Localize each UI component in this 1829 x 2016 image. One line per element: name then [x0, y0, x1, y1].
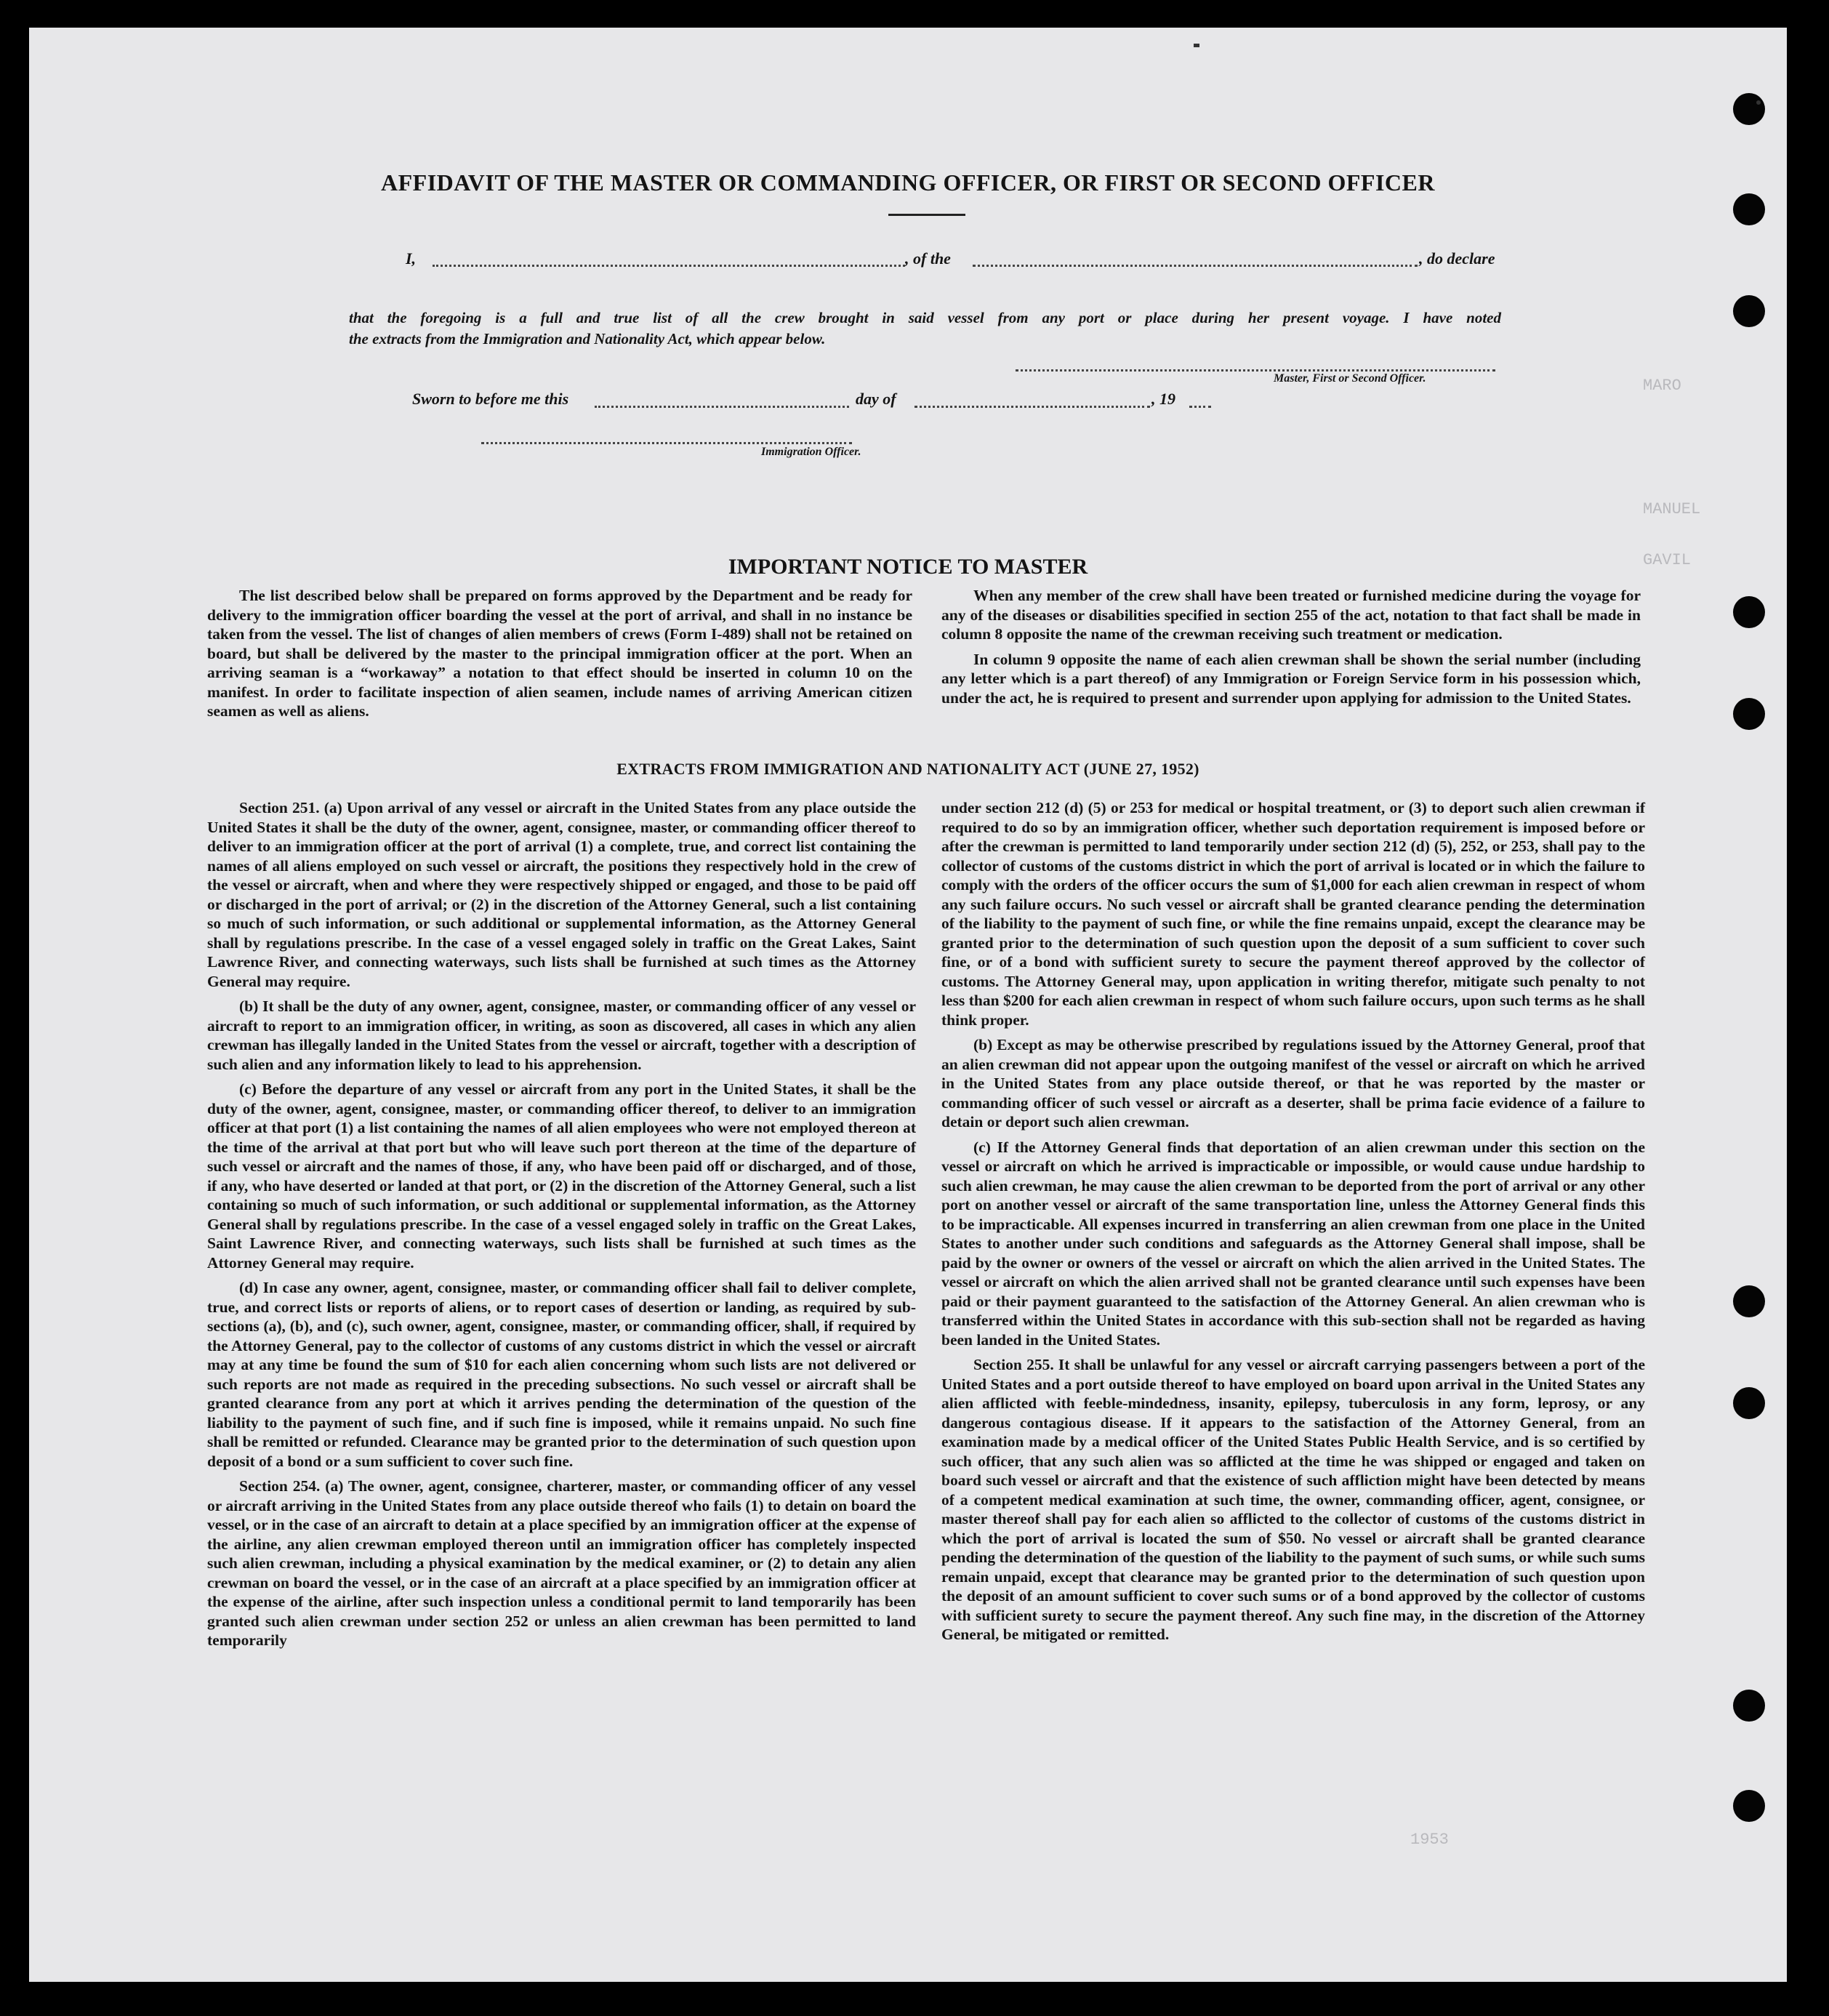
binder-hole: [1733, 1285, 1765, 1317]
binder-hole: [1733, 698, 1765, 730]
sworn-month-field[interactable]: [914, 406, 1150, 408]
of-the-label: , of the: [905, 249, 951, 268]
notice-right-paragraph-1: When any member of the crew shall have been treated or furnished medicine during the voyage for any of the diseases or disabilities specified in section 255 of the act, notation to that fact shall be made in column 8 opposite the name of the crewman receiving such treatment or medication.: [941, 587, 1641, 643]
notice-left-column: [207, 586, 912, 727]
binder-hole: [1733, 93, 1765, 125]
section-254-a: Section 254. (a) The owner, agent, consignee, charterer, master, or commanding officer of any vessel or aircraft arriving in the United States from any place outside thereof who fails (1) to detain on board the vessel, or in the case of an aircraft to detain at a place specified by an immigration officer at the expense of the airline, any alien crewman employed thereon until an immigration officer has completely inspected such alien crewman, including a physical examination by the medical examiner, or (2) to detain any alien crewman on board the vessel, or in the case of an aircraft at a place specified by an immigration officer at the expense of the airline, after such inspection unless a conditional permit to land temporarily has been granted such alien crewman under section 252 or unless an alien crewman has been permitted to land temporarily: [207, 1477, 916, 1649]
sworn-label: Sworn to before me this: [412, 390, 569, 408]
section-254-a-continued: under section 212 (d) (5) or 253 for medical or hospital treatment, or (3) to deport such alien crewman if required to do so by an immigration officer, whether such deportation requirement is imposed before or after the crewman is permitted to land temporarily under section 212 (d) (5), 252, or 253, shall pay to the collector of customs of the customs district in which the port of arrival is located or in which the failure to comply with the orders of the officer occurs the sum of $1,000 for each alien crewman in respect of whom any such failure occurs. No such vessel or aircraft shall be granted clearance pending the determination of the liability to the payment of such fine, or while the fine remains unpaid, except the clearance may be granted prior to the determination of such question upon the deposit of a sum sufficient to cover such fine, or of a bond with sufficient surety to secure the payment thereof approved by the collector of customs. The Attorney General may, upon application in writing therefor, mitigate such penalty to not less than $200 for each alien crewman in respect of whom such failure occurs, upon such terms as he shall think proper.: [941, 799, 1645, 1029]
master-signature-label: Master, First or Second Officer.: [1274, 372, 1426, 385]
notice-title: IMPORTANT NOTICE TO MASTER: [728, 555, 1088, 579]
do-declare-label: , do declare: [1419, 249, 1495, 268]
binder-hole: [1733, 1387, 1765, 1419]
name-field[interactable]: [433, 265, 905, 267]
section-255: Section 255. It shall be unlawful for any vessel or aircraft carrying passengers between a port of the United States and a port outside thereof to have employed on board upon arrival in the United States any alien afflicted with feeble-mindedness, insanity, epilepsy, tuberculosis in any form, leprosy, or any dangerous contagious disease. If it appears to the satisfaction of the Attorney General, from an examination made by a medical officer of the United States Public Health Service, and is so certified by such officer, that any such alien was so afflicted at the time he was shipped or engaged and taken on board such vessel or aircraft and that the existence of such affliction might have been detected by means of a competent medical examination at such time, the owner, commanding officer, agent, consignee, or master thereof shall pay for each alien so afflicted to the collector of customs of the customs district in which the port of arrival is located the sum of $50. No vessel or aircraft shall be granted clearance pending the determination of the question of the liability to the payment of such sums, or while such sums remain unpaid, except that clearance may be granted prior to the determination of such question upon the deposit of an amount sufficient to cover such sums or of a bond approved by the collector of customs with sufficient surety to secure the payment thereof. Any such fine may, in the discretion of the Attorney General, be mitigated or remitted.: [941, 1356, 1645, 1643]
binder-hole: [1733, 1690, 1765, 1722]
extracts-title: EXTRACTS FROM IMMIGRATION AND NATIONALITY ACT (JUNE 27, 1952): [616, 760, 1199, 778]
officer-signature-line[interactable]: [481, 442, 852, 444]
bleed-through-text: MANUEL: [1643, 500, 1701, 518]
year-label: , 19: [1151, 390, 1175, 408]
declaration-line-2: the extracts from the Immigration and Nationality Act, which appear below.: [349, 330, 826, 348]
section-251-c: (c) Before the departure of any vessel or aircraft from any port in the United States, it shall be the duty of the owner, agent, consignee, master, or commanding officer thereof, to deliver to an immigration officer at that port (1) a list containing the names of all alien employees who were not employed thereon at the time of the arrival at that port but who will leave such port thereon at the time of the departure of such vessel or aircraft and the names of those, if any, who have been paid off or discharged, and of those, if any, who have deserted or landed at that port, or (2) in the discretion of the Attorney General, such a list containing so much of such information, or such additional or supplemental information, as the Attorney General shall by regulations prescribe. In the case of a vessel engaged solely in traffic on the Great Lakes, Saint Lawrence River, and connecting waterways, such lists shall be furnished at such times as the Attorney General may require.: [207, 1080, 916, 1272]
binder-hole: [1733, 1790, 1765, 1822]
section-251-d: (d) In case any owner, agent, consignee, master, or commanding officer shall fail to deliver complete, true, and correct lists or reports of aliens, or to report cases of desertion or landing, as required by sub-sections (a), (b), and (c), such owner, agent, consignee, master, or commanding officer, shall, if required by the Attorney General, pay to the collector of customs of any customs district in which the vessel or aircraft may at any time be found the sum of $10 for each alien concerning whom such lists are not delivered or such reports are not made as required in the preceding subsections. No such vessel or aircraft shall be granted clearance from any port at which it arrives pending the determination of the question of the liability to the payment of such fine, and if such fine is imposed, while it remains unpaid. No such fine shall be remitted or refunded. Clearance may be granted prior to the determination of such question upon deposit of a bond or a sum sufficient to cover such fine.: [207, 1279, 916, 1470]
sworn-day-field[interactable]: [595, 406, 849, 408]
notice-right-paragraph-2: In column 9 opposite the name of each alien crewman shall be shown the serial number (including any letter which is a part thereof) of any Immigration or Foreign Service form in his possession which, under the act, he is required to present and surrender upon applying for admission to the United States.: [941, 650, 1641, 707]
vessel-field[interactable]: [973, 265, 1418, 267]
notice-right-column: [941, 586, 1641, 713]
binder-hole: [1733, 596, 1765, 628]
section-254-b: (b) Except as may be otherwise prescribed by regulations issued by the Attorney General, proof that an alien crewman did not appear upon the outgoing manifest of the vessel or aircraft on which he arrived in the United States from any place outside thereof, or that he was reported by the master or commanding officer of such vessel or aircraft as a deserter, shall be prima facie evidence of a failure to detain or deport such alien crewman.: [941, 1036, 1645, 1131]
document-page: [29, 28, 1787, 1982]
bleed-through-text: 1953: [1410, 1831, 1449, 1849]
bleed-through-text: GAVIL: [1643, 551, 1692, 569]
bleed-through-text: MARO: [1643, 377, 1681, 395]
section-251-a: Section 251. (a) Upon arrival of any vessel or aircraft in the United States from any place outside the United States it shall be the duty of the owner, agent, consignee, master, or commanding officer thereof to deliver to an immigration officer at the port of arrival (1) a complete, true, and correct list containing the names of all aliens employed on such vessel or aircraft, the positions they respectively hold in the crew of the vessel or aircraft, when and where they were respectively shipped or engaged, and those to be paid off or discharged in the port of arrival; or (2) in the discretion of the Attorney General, such a list containing so much of such information, or such additional or supplemental information, as the Attorney General shall by regulations prescribe. In the case of a vessel engaged solely in traffic on the Great Lakes, Saint Lawrence River, and connecting waterways, such lists shall be furnished at such times as the Attorney General may require.: [207, 799, 916, 990]
day-of-label: day of: [856, 390, 896, 408]
edge-mark: [1194, 44, 1199, 47]
edge-mark: [1756, 100, 1761, 105]
notice-left-paragraph: The list described below shall be prepared on forms approved by the Department and be ready for delivery to the immigration officer boarding the vessel at the port of arrival, and shall in no instance be taken from the vessel. The list of changes of alien members of crews (Form I-489) shall not be retained on board, but shall be delivered by the master to the principal immigration officer at the port. When an arriving seaman is a “workaway” a notation to that effect should be inserted in column 10 on the manifest. In order to facilitate inspection of alien seamen, include names of arriving American citizen seamen as well as aliens.: [207, 587, 912, 720]
sworn-year-field[interactable]: [1189, 406, 1211, 408]
officer-signature-label: Immigration Officer.: [761, 446, 861, 458]
title-divider: [888, 214, 965, 216]
declaration-line-1: that the foregoing is a full and true list of all the crew brought in said vessel from any port or place during her present voyage. I have noted: [349, 309, 1501, 326]
binder-hole: [1733, 193, 1765, 225]
binder-hole: [1733, 295, 1765, 327]
section-251-b: (b) It shall be the duty of any owner, agent, consignee, master, or commanding officer of any vessel or aircraft to report to an immigration officer, in writing, as soon as discovered, all cases in which any alien crewman has illegally landed in the United States from the vessel or aircraft, together with a description of such alien and any information likely to lead to his apprehension.: [207, 997, 916, 1073]
extracts-right-column: [941, 798, 1645, 1650]
affidavit-title: AFFIDAVIT OF THE MASTER OR COMMANDING OFFICER, OR FIRST OR SECOND OFFICER: [381, 169, 1435, 196]
extracts-left-column: [207, 798, 916, 1656]
section-254-c: (c) If the Attorney General finds that deportation of an alien crewman under this section on the vessel or aircraft on which he arrived is impracticable or impossible, or would cause undue hardship to such alien crewman, he may cause the alien crewman to be deported from the port of arrival or any other port on another vessel or aircraft of the same transportation line, unless the Attorney General finds this to be impracticable. All expenses incurred in transferring an alien crewman from one place in the United States to another under such conditions and safeguards as the Attorney General shall impose, shall be paid by the owner or owners of the vessel or aircraft on which the alien arrived in the United States. The vessel or aircraft on which the alien arrived shall not be granted clearance until such expenses have been paid or their payment guaranteed to the satisfaction of the Attorney General. An alien crewman who is transferred within the United States in accordance with this sub-section shall not be regarded as having been landed in the United States.: [941, 1138, 1645, 1349]
master-signature-line[interactable]: [1016, 369, 1495, 372]
i-label: I,: [406, 249, 417, 268]
